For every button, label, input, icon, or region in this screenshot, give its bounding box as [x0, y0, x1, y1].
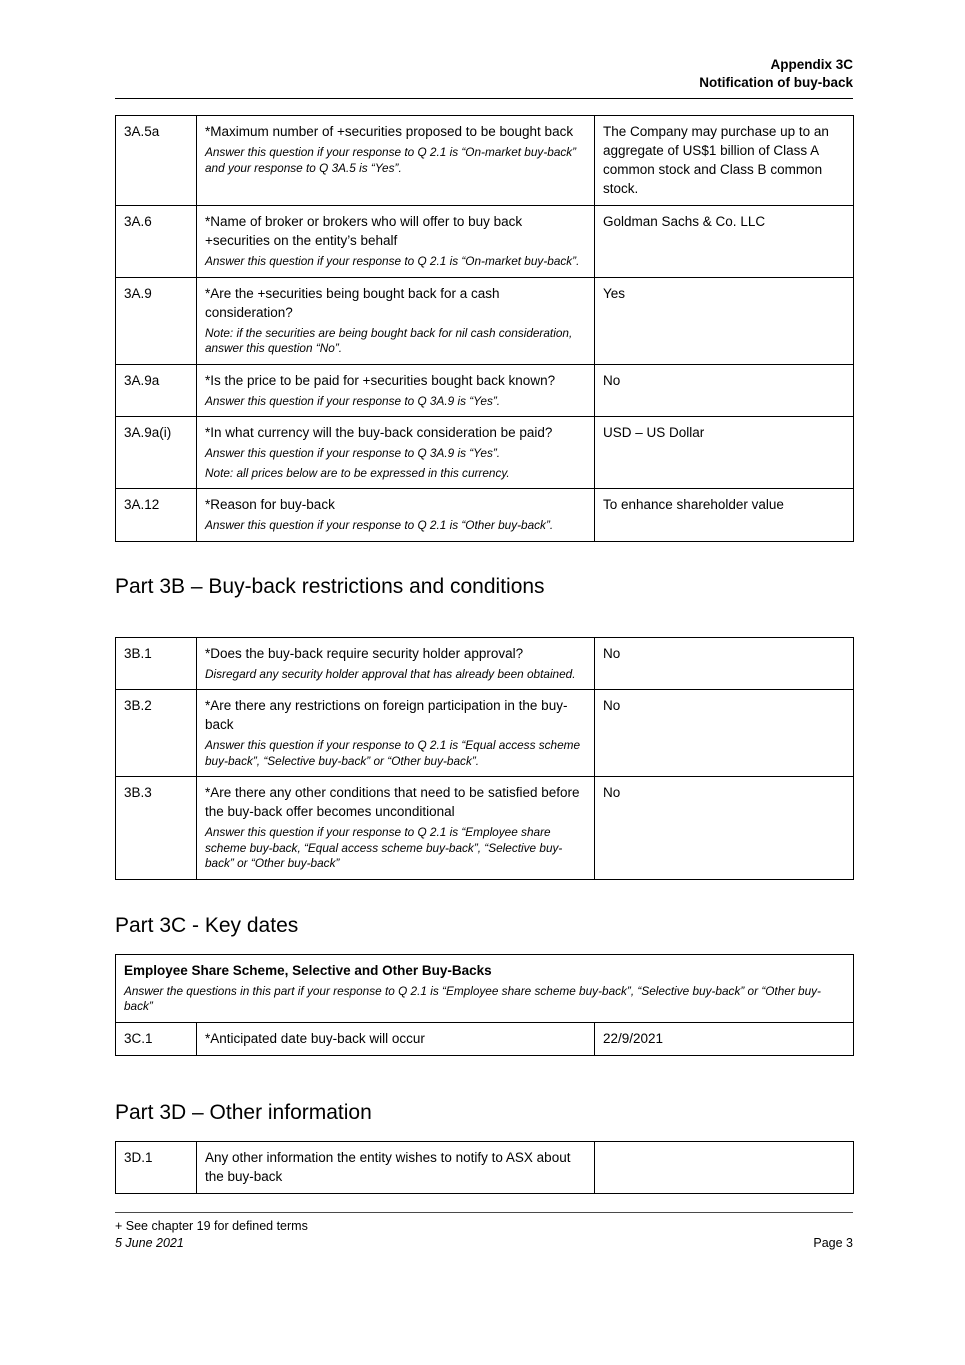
table-row	[116, 777, 854, 880]
part-3a-table	[115, 115, 854, 542]
table-row	[116, 637, 854, 690]
question-note: Answer this question if your response to Q 2.1 is “On-market buy-back” and your response to Q 3A.5 is “Yes”.	[205, 145, 577, 175]
answer-cell: Yes	[595, 277, 854, 364]
part-3c-table	[115, 954, 854, 1056]
question-cell	[197, 777, 595, 880]
footer-defined-terms: + See chapter 19 for defined terms	[115, 1218, 308, 1233]
row-id-cell: 3B.2	[116, 690, 197, 777]
answer-cell: No	[595, 637, 854, 690]
question-text: Any other information the entity wishes to notify to ASX about the buy-back	[205, 1149, 571, 1184]
banner-cell	[116, 954, 854, 1022]
question-text: *In what currency will the buy-back consideration be paid?	[205, 425, 553, 440]
header-title-line1: Appendix 3C	[770, 57, 853, 72]
question-note: Answer this question if your response to Q 3A.9 is “Yes”.	[205, 393, 501, 408]
question-cell	[197, 637, 595, 690]
answer-cell	[595, 1141, 854, 1193]
answer-cell: Goldman Sachs & Co. LLC	[595, 206, 854, 278]
question-note: Answer this question if your response to Q 2.1 is “On-market buy-back”.	[205, 254, 580, 268]
question-text: *Is the price to be paid for +securities bought back known?	[205, 372, 556, 388]
row-id-cell: 3B.3	[116, 777, 197, 880]
question-text: *Does the buy-back require security holder approval?	[205, 645, 524, 661]
table-row	[116, 417, 854, 489]
answer-cell: 22/9/2021	[595, 1022, 854, 1055]
question-note: Answer this question if your response to Q 2.1 is “Equal access scheme buy-back”, “Selective buy-back” or “Other buy-back”.	[205, 738, 581, 768]
question-text: *Maximum number of +securities proposed to be bought back	[205, 124, 574, 139]
part-3c-heading: Part 3C - Key dates	[115, 913, 299, 937]
question-note: Answer this question if your response to Q 2.1 is “Other buy-back”.	[205, 518, 554, 532]
part-3b-table	[115, 637, 854, 880]
banner-note: Answer the questions in this part if your response to Q 2.1 is “Employee share scheme buy-back”, “Selective buy-back” or “Other buy-back”	[124, 983, 821, 1013]
table-row	[116, 364, 854, 417]
question-text: *Reason for buy-back	[205, 497, 335, 512]
part-3b-heading: Part 3B – Buy-back restrictions and conditions	[115, 574, 545, 598]
footer-date: 5 June 2021	[115, 1235, 184, 1250]
footer-page-number: Page 3	[813, 1235, 853, 1250]
row-id-cell: 3C.1	[116, 1022, 197, 1055]
answer-cell: USD – US Dollar	[595, 417, 854, 489]
answer-cell: The Company may purchase up to an aggregate of US$1 billion of Class A common stock and Class B common stock.	[595, 116, 854, 206]
row-id-cell: 3B.1	[116, 637, 197, 690]
question-text: *Are the +securities being bought back for a cash consideration?	[205, 285, 500, 320]
question-text: *Are there any other conditions that need to be satisfied before the buy-back offer becomes unconditional	[205, 785, 580, 819]
part-3d-heading: Part 3D – Other information	[115, 1100, 372, 1124]
answer-cell: No	[595, 690, 854, 777]
question-note: Note: if the securities are being bought back for nil cash consideration, answer this question “No”.	[205, 325, 573, 355]
question-cell	[197, 116, 595, 206]
question-cell	[197, 417, 595, 489]
question-cell	[197, 690, 595, 777]
document-header	[115, 0, 853, 99]
table-banner-row	[116, 954, 854, 1022]
row-id-cell: 3D.1	[116, 1141, 197, 1193]
question-cell	[197, 206, 595, 278]
row-id-cell: 3A.9a	[116, 364, 197, 417]
row-id-cell: 3A.9	[116, 277, 197, 364]
table-row	[116, 277, 854, 364]
question-cell	[197, 277, 595, 364]
footer-row	[115, 1235, 853, 1252]
document-footer	[115, 1212, 853, 1252]
answer-cell: To enhance shareholder value	[595, 489, 854, 542]
row-id-cell: 3A.9a(i)	[116, 417, 197, 489]
question-note: Answer this question if your response to Q 2.1 is “Employee share scheme buy-back, “Equal access scheme buy-back”, “Selective buy-back” or “Other buy-back”	[205, 825, 563, 870]
question-text: *Name of broker or brokers who will offer to buy back +securities on the entity’s behalf	[205, 214, 523, 248]
question-cell	[197, 1022, 595, 1055]
question-cell	[197, 489, 595, 542]
part-3d-table	[115, 1141, 854, 1194]
row-id-cell: 3A.6	[116, 206, 197, 278]
row-id-cell: 3A.5a	[116, 116, 197, 206]
table-row	[116, 116, 854, 206]
banner-title: Employee Share Scheme, Selective and Other Buy-Backs	[124, 962, 492, 978]
row-id-cell: 3A.12	[116, 489, 197, 542]
question-text: *Are there any restrictions on foreign participation in the buy-back	[205, 698, 568, 732]
table-row	[116, 1022, 854, 1055]
question-note: Answer this question if your response to Q 3A.9 is “Yes”.	[205, 446, 501, 460]
table-row	[116, 1141, 854, 1193]
answer-cell: No	[595, 364, 854, 417]
question-cell	[197, 364, 595, 417]
table-row	[116, 489, 854, 542]
header-title-line2: Notification of buy-back	[699, 75, 853, 90]
answer-cell: No	[595, 777, 854, 880]
table-row	[116, 206, 854, 278]
table-row	[116, 690, 854, 777]
question-note: Note: all prices below are to be expressed in this currency.	[205, 465, 510, 480]
question-text: *Anticipated date buy-back will occur	[205, 1030, 425, 1046]
question-cell	[197, 1141, 595, 1193]
question-note: Disregard any security holder approval that has already been obtained.	[205, 666, 576, 681]
